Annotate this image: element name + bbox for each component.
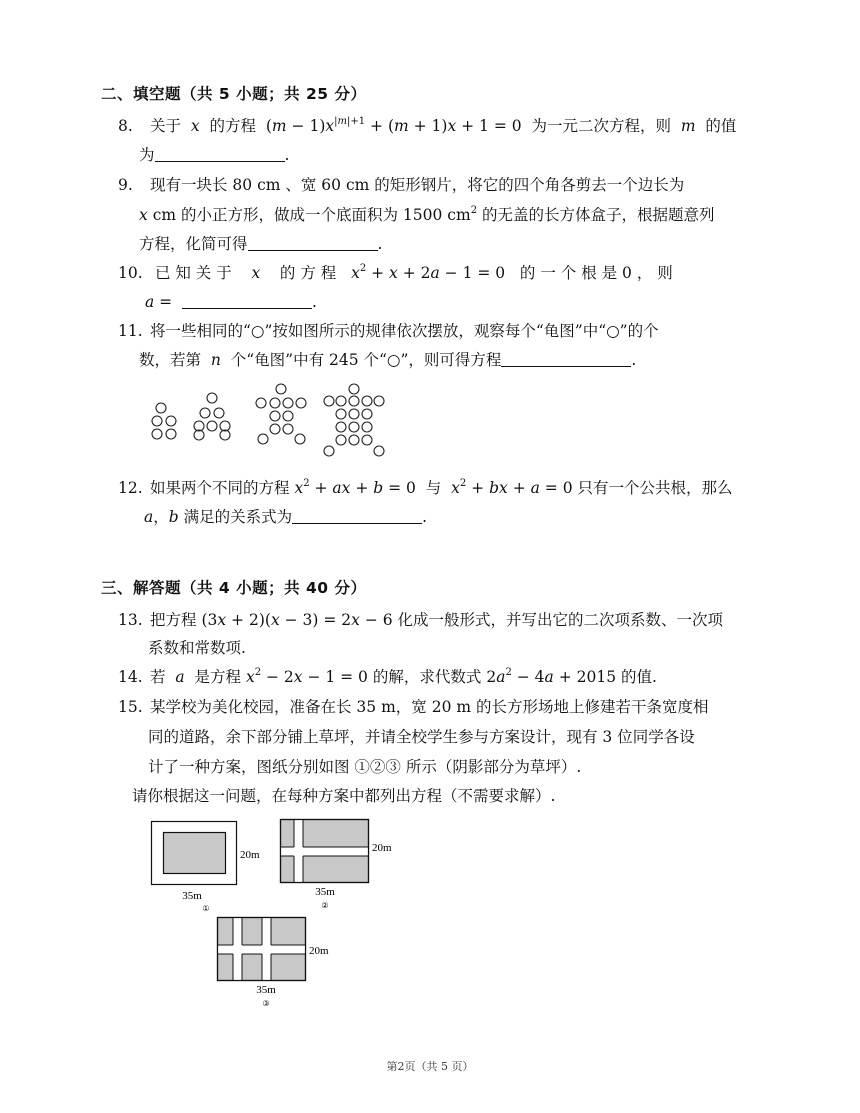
lawn-figure-2 [278,816,408,912]
answer-blank-10 [182,294,312,309]
fig2-length-label: 35m [315,886,335,898]
page-footer: 第2页（共 5 页） [386,1060,474,1073]
fig1-length-label: 35m [182,890,202,902]
lawn-figure-3 [214,914,339,1010]
question-12-line-2: a，b 满足的关系式为 . [144,508,428,526]
turtle-figure-2 [194,393,230,440]
fig3-number: ③ [262,999,270,1008]
section-3-title: 三、解答题（共 4 小题；共 40 分） [101,579,367,597]
turtle-pattern-figure [145,378,405,460]
question-13-line-1: 13. 把方程 (3x + 2)(x − 3) = 2x − 6 化成一般形式，并写出它的二次项系数、一次项 [118,611,724,629]
question-12-line-1: 12. 如果两个不同的方程 $x^2$ + ax + b = 0 与 $x^2$ + bx + a = 0 只有一个公共根，那么 [118,478,733,497]
question-10-line-2: a = . [145,293,317,311]
question-9-line-2: x cm 的小正方形，做成一个底面积为 1500 $cm^2$ 的无盖的长方体盒子，根据题意列 [139,205,715,224]
question-9-line-3: 方程，化简可得 . [139,235,383,253]
question-11-line-1: 11. 将一些相同的“○”按如图所示的规律依次摆放，观察每个“龟图”中“○”的个 [118,322,659,340]
turtle-figure-3 [256,384,306,444]
question-10-line-1: 10. 已 知 关 于 x 的 方 程 $x^2 + x + 2a - 1 = 0$ 的 一 个 根 是 0 ， 则 [118,263,673,282]
fig3-width-label: 20m [309,945,329,957]
question-8-line-1: 8. 关于 x 的方程 $(m - 1)x^{|m|+1} + (m + 1)x + 1 = 0$ 为一元二次方程，则 m 的值 [118,116,737,135]
question-15-line-1: 15. 某学校为美化校园，准备在长 35 m，宽 20 m 的长方形场地上修建若干条宽度相 [118,698,709,716]
fig3-length-label: 35m [256,984,276,996]
lawn-figure-1 [148,818,268,914]
question-15-line-2: 同的道路，余下部分铺上草坪，并请全校学生参与方案设计，现有 3 位同学各设 [148,728,695,746]
question-8-line-2: 为 . [139,146,290,164]
section-2-title: 二、填空题（共 5 小题；共 25 分） [101,85,367,103]
turtle-figure-1 [152,403,176,439]
answer-blank-12 [292,509,422,524]
fig1-number: ① [202,904,210,913]
question-15-line-3: 计了一种方案，图纸分别如图 ①②③ 所示（阴影部分为草坪）. [148,758,582,776]
question-15-line-4: 请你根据这一问题，在每种方案中都列出方程（不需要求解）. [132,787,556,805]
answer-blank-11 [501,352,631,367]
fig1-width-label: 20m [240,849,260,861]
fig2-number: ② [321,901,329,910]
question-13-line-2: 系数和常数项. [148,639,246,657]
question-11-line-2: 数，若第 n 个“龟图”中有 245 个“○”，则可得方程 . [139,351,637,369]
question-9-line-1: 9. 现有一块长 80 cm 、宽 60 cm 的矩形钢片，将它的四个角各剪去一个边长为 [118,176,685,194]
turtle-figure-4 [324,384,384,456]
answer-blank-9 [248,236,378,251]
answer-blank-8 [155,147,285,162]
question-14-line-1: 14. 若 a 是方程 $x^2 - 2x - 1 = 0$ 的解，求代数式 $2a^2 - 4a + 2015$ 的值. [118,667,657,686]
fig2-width-label: 20m [372,842,392,854]
